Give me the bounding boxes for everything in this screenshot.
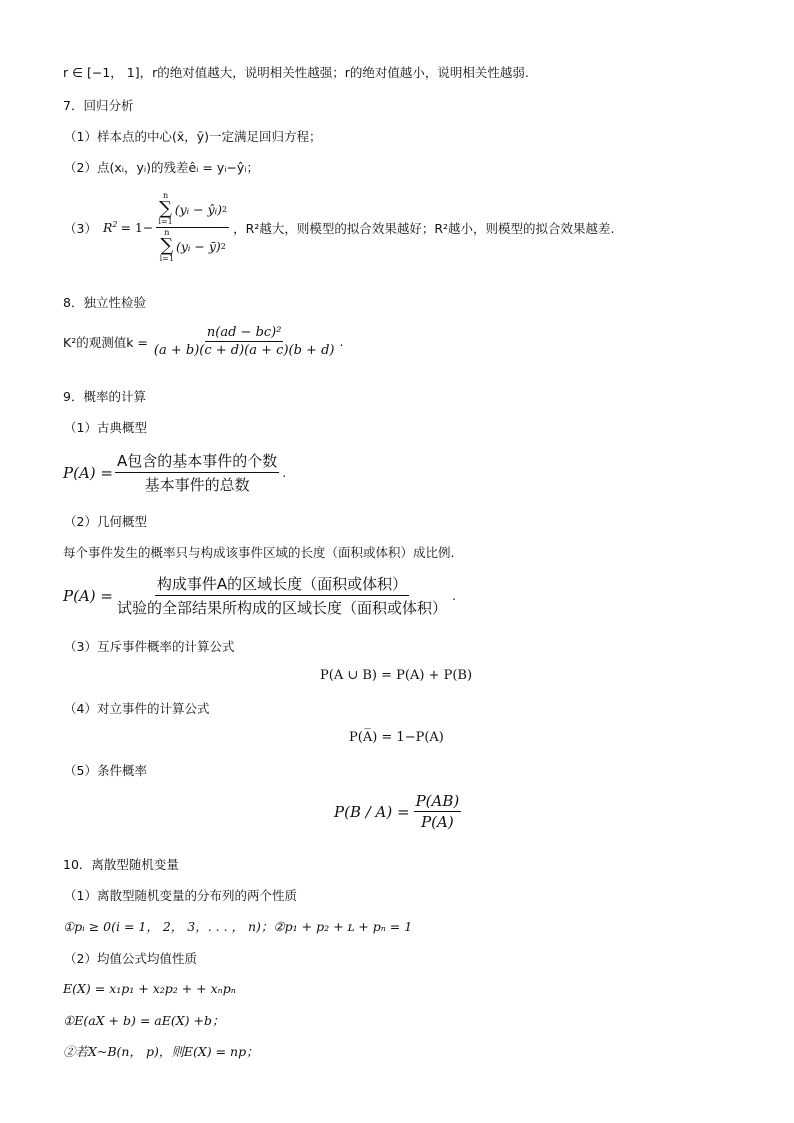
item-10-2: （2）均值公式均值性质: [64, 951, 197, 966]
r2-numerator: n ∑ i=1 (yᵢ − ŷᵢ) 2: [158, 191, 228, 226]
classical-lhs: P(A) =: [63, 463, 113, 482]
item-7-1: （1）样本点的中心(x̄，ȳ)一定满足回归方程；: [64, 129, 322, 144]
conditional-lhs: P(B / A) =: [334, 802, 410, 821]
r2-fraction: [156, 192, 229, 263]
geometric-fraction: [115, 573, 449, 618]
expectation-formula: E(X) = x₁p₁ + x₂p₂ + + xₙpₙ: [63, 981, 236, 996]
classical-numerator: A包含的基本事件的个数: [115, 450, 279, 473]
r-range-line: r ∈ [−1， 1]，r的绝对值越大，说明相关性越强；r的绝对值越小，说明相关性越弱.: [63, 65, 529, 80]
r2-denominator: n ∑ i=1 (yᵢ − ȳ) 2: [159, 228, 226, 263]
chi-square-numerator: n(ad − bc)²: [206, 325, 282, 340]
item-7-2: （2）点(xᵢ，yᵢ)的残差êᵢ = yᵢ−ŷᵢ；: [64, 160, 260, 175]
binomial-expectation: ②若X~B(n， p)，则E(X) = np；: [63, 1044, 259, 1059]
classical-fraction: [115, 450, 279, 495]
sum-symbol: n ∑ i=1: [158, 191, 173, 226]
sum-symbol: n ∑ i=1: [159, 228, 174, 263]
item-9-4: （4）对立事件的计算公式: [64, 701, 210, 716]
item-7-3-label: （3）: [64, 220, 97, 236]
equals-one-minus: = 1−: [120, 220, 154, 235]
item-10-1: （1）离散型随机变量的分布列的两个性质: [64, 888, 297, 903]
item-9-5: （5）条件概率: [64, 763, 147, 778]
classical-probability-formula: P(A) = $\frac{\text{A包含的基本事件的个数}}{\text{基本事件的总数}}$ .: [63, 452, 287, 494]
item-9-1: （1）古典概型: [64, 420, 147, 435]
geometric-denominator: 试验的全部结果所构成的区域长度（面积或体积）: [116, 599, 447, 617]
r2-symbol: $R^2$: [102, 219, 118, 236]
mutually-exclusive-formula: P(A ∪ B) = P(A) + P(B): [320, 668, 473, 683]
geometric-description: 每个事件发生的概率只与构成该事件区域的长度（面积或体积）成比例.: [63, 545, 455, 560]
chi-square-fraction: [152, 325, 337, 358]
section-10-title: 10．离散型随机变量: [63, 857, 179, 872]
conditional-denominator: P(A): [421, 813, 454, 831]
conditional-numerator: P(AB): [415, 792, 460, 810]
geometric-lhs: P(A) =: [63, 586, 113, 605]
chi-square-lhs: K²的观测值k =: [63, 334, 148, 350]
conditional-probability-formula: [334, 792, 461, 831]
r2-explanation: ，R²越大，则模型的拟合效果越好；R²越小，则模型的拟合效果越差.: [233, 220, 615, 236]
item-9-2: （2）几何概型: [64, 514, 147, 529]
section-8-title: 8．独立性检验: [63, 295, 146, 310]
section-9-title: 9．概率的计算: [63, 389, 146, 404]
geometric-numerator: 构成事件A的区域长度（面积或体积）: [155, 573, 409, 596]
item-7-3: [64, 192, 615, 263]
chi-square-denominator: (a + b)(c + d)(a + c)(b + d): [153, 343, 335, 358]
section-7-title: 7．回归分析: [63, 98, 134, 113]
geometric-probability-formula: P(A) = $\frac{\text{构成事件A的区域长度（面积或体积）}}{\text{试验的全部结果所构成的区域长度（面积或体积）}}$ .: [63, 575, 456, 617]
classical-denominator: 基本事件的总数: [144, 476, 250, 494]
conditional-fraction: [414, 792, 462, 831]
distribution-properties: ①pᵢ ≥ 0(i = 1， 2， 3，. . . ， n)；②p₁ + p₂ + ʟ + pₙ = 1: [63, 919, 413, 934]
complement-formula: P(A̅) = 1−P(A): [349, 730, 444, 745]
item-9-3: （3）互斥事件概率的计算公式: [64, 639, 235, 654]
chi-square-formula: K²的观测值k = $\frac{\text{n(ad − bc)²}}{(a + b)(c + d)(a + c)(b + d)}$ .: [63, 325, 344, 358]
expectation-linearity: ①E(aX + b) = aE(X) +b；: [63, 1013, 225, 1028]
